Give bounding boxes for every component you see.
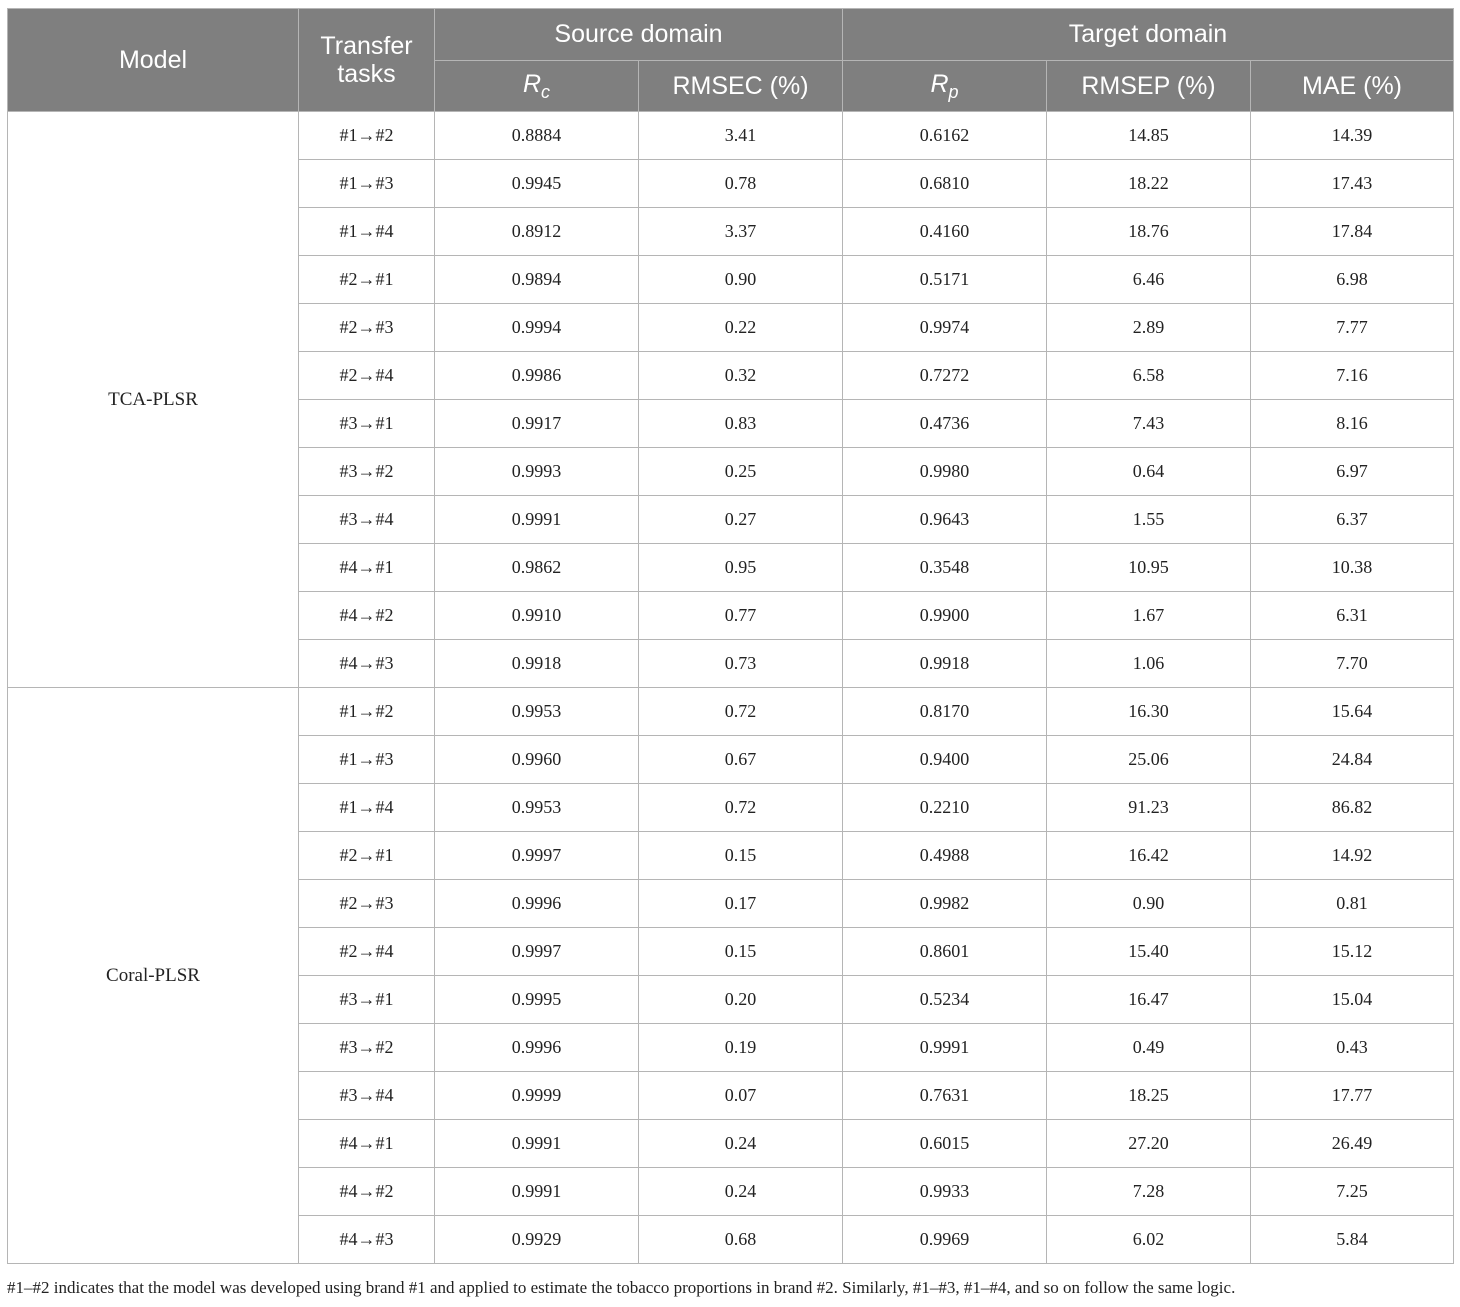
cell-rmsep: 7.43 — [1047, 400, 1251, 448]
cell-rmsep: 1.06 — [1047, 640, 1251, 688]
cell-task: #3→#4 — [299, 496, 435, 544]
cell-rmsep: 16.42 — [1047, 832, 1251, 880]
cell-rc: 0.9996 — [435, 880, 639, 928]
cell-mae: 26.49 — [1251, 1120, 1454, 1168]
cell-rc: 0.9993 — [435, 448, 639, 496]
cell-rp: 0.8601 — [843, 928, 1047, 976]
cell-rp: 0.5171 — [843, 256, 1047, 304]
cell-rmsec: 0.24 — [639, 1168, 843, 1216]
cell-mae: 5.84 — [1251, 1216, 1454, 1264]
cell-rmsec: 0.68 — [639, 1216, 843, 1264]
cell-mae: 15.64 — [1251, 688, 1454, 736]
cell-mae: 7.77 — [1251, 304, 1454, 352]
cell-task: #3→#1 — [299, 400, 435, 448]
cell-task: #2→#1 — [299, 256, 435, 304]
cell-rp: 0.4736 — [843, 400, 1047, 448]
cell-rmsep: 16.30 — [1047, 688, 1251, 736]
cell-mae: 15.04 — [1251, 976, 1454, 1024]
cell-task: #2→#3 — [299, 880, 435, 928]
cell-rmsep: 91.23 — [1047, 784, 1251, 832]
cell-rp: 0.9400 — [843, 736, 1047, 784]
cell-rmsec: 3.41 — [639, 112, 843, 160]
cell-task: #4→#2 — [299, 592, 435, 640]
cell-rp: 0.9982 — [843, 880, 1047, 928]
table-header — [8, 9, 1454, 112]
cell-rp: 0.3548 — [843, 544, 1047, 592]
cell-rmsec: 0.25 — [639, 448, 843, 496]
cell-rmsec: 0.22 — [639, 304, 843, 352]
cell-rmsec: 0.77 — [639, 592, 843, 640]
cell-rmsec: 0.83 — [639, 400, 843, 448]
cell-rc: 0.9999 — [435, 1072, 639, 1120]
cell-task: #2→#1 — [299, 832, 435, 880]
cell-rp: 0.6810 — [843, 160, 1047, 208]
cell-mae: 0.43 — [1251, 1024, 1454, 1072]
cell-mae: 7.70 — [1251, 640, 1454, 688]
cell-mae: 15.12 — [1251, 928, 1454, 976]
header-transfer-tasks — [299, 9, 435, 112]
cell-mae: 86.82 — [1251, 784, 1454, 832]
cell-rc: 0.9894 — [435, 256, 639, 304]
cell-task: #3→#2 — [299, 1024, 435, 1072]
cell-rmsep: 27.20 — [1047, 1120, 1251, 1168]
cell-rp: 0.2210 — [843, 784, 1047, 832]
cell-rc: 0.9991 — [435, 496, 639, 544]
cell-rc: 0.9997 — [435, 928, 639, 976]
cell-rmsep: 6.46 — [1047, 256, 1251, 304]
cell-rc: 0.9918 — [435, 640, 639, 688]
cell-task: #3→#4 — [299, 1072, 435, 1120]
cell-rmsep: 18.22 — [1047, 160, 1251, 208]
cell-rc: 0.9996 — [435, 1024, 639, 1072]
cell-rmsec: 0.15 — [639, 928, 843, 976]
cell-rmsec: 0.95 — [639, 544, 843, 592]
cell-task: #2→#4 — [299, 352, 435, 400]
cell-mae: 7.25 — [1251, 1168, 1454, 1216]
cell-rp: 0.7631 — [843, 1072, 1047, 1120]
cell-mae: 0.81 — [1251, 880, 1454, 928]
cell-mae: 8.16 — [1251, 400, 1454, 448]
header-rp-base: R — [930, 69, 949, 98]
cell-rc: 0.9995 — [435, 976, 639, 1024]
cell-rc: 0.9862 — [435, 544, 639, 592]
cell-rmsep: 14.85 — [1047, 112, 1251, 160]
cell-rp: 0.4160 — [843, 208, 1047, 256]
cell-task: #3→#2 — [299, 448, 435, 496]
cell-rmsec: 0.27 — [639, 496, 843, 544]
cell-rp: 0.9900 — [843, 592, 1047, 640]
cell-task: #2→#3 — [299, 304, 435, 352]
cell-rp: 0.6015 — [843, 1120, 1047, 1168]
cell-rmsec: 0.20 — [639, 976, 843, 1024]
cell-rc: 0.9986 — [435, 352, 639, 400]
cell-task: #1→#3 — [299, 160, 435, 208]
cell-rp: 0.7272 — [843, 352, 1047, 400]
cell-rmsep: 1.67 — [1047, 592, 1251, 640]
cell-rp: 0.9969 — [843, 1216, 1047, 1264]
cell-rp: 0.9974 — [843, 304, 1047, 352]
cell-task: #4→#1 — [299, 544, 435, 592]
cell-rmsec: 0.15 — [639, 832, 843, 880]
cell-rc: 0.9953 — [435, 784, 639, 832]
cell-mae: 6.37 — [1251, 496, 1454, 544]
cell-task: #4→#1 — [299, 1120, 435, 1168]
cell-rc: 0.9960 — [435, 736, 639, 784]
cell-rmsec: 0.78 — [639, 160, 843, 208]
cell-task: #4→#2 — [299, 1168, 435, 1216]
cell-rmsec: 0.72 — [639, 784, 843, 832]
cell-task: #4→#3 — [299, 640, 435, 688]
cell-mae: 17.77 — [1251, 1072, 1454, 1120]
cell-rmsec: 0.67 — [639, 736, 843, 784]
cell-task: #1→#2 — [299, 688, 435, 736]
cell-task: #2→#4 — [299, 928, 435, 976]
cell-rp: 0.9933 — [843, 1168, 1047, 1216]
cell-rc: 0.9991 — [435, 1120, 639, 1168]
cell-rp: 0.4988 — [843, 832, 1047, 880]
cell-rmsep: 0.64 — [1047, 448, 1251, 496]
cell-mae: 14.92 — [1251, 832, 1454, 880]
cell-mae: 6.97 — [1251, 448, 1454, 496]
cell-rmsep: 18.76 — [1047, 208, 1251, 256]
header-rp — [843, 61, 1047, 112]
cell-mae: 17.43 — [1251, 160, 1454, 208]
header-rmsep: RMSEP (%) — [1047, 61, 1251, 112]
cell-rmsep: 0.90 — [1047, 880, 1251, 928]
cell-task: #3→#1 — [299, 976, 435, 1024]
header-transfer-tasks-label: Transfer tasks — [320, 32, 413, 88]
cell-mae: 10.38 — [1251, 544, 1454, 592]
cell-rmsep: 7.28 — [1047, 1168, 1251, 1216]
cell-rmsec: 0.90 — [639, 256, 843, 304]
cell-mae: 7.16 — [1251, 352, 1454, 400]
cell-rmsec: 0.32 — [639, 352, 843, 400]
header-mae: MAE (%) — [1251, 61, 1454, 112]
cell-rmsep: 10.95 — [1047, 544, 1251, 592]
table-body — [8, 112, 1454, 1264]
table-footnote: #1–#2 indicates that the model was developed using brand #1 and applied to estimate the tobacco proportions in brand #2. Similarly, #1–#3, #1–#4, and so on follow the same logic. — [7, 1278, 1236, 1297]
cell-rp: 0.9980 — [843, 448, 1047, 496]
cell-task: #1→#4 — [299, 208, 435, 256]
cell-rc: 0.9953 — [435, 688, 639, 736]
header-rc — [435, 61, 639, 112]
cell-rc: 0.9991 — [435, 1168, 639, 1216]
header-source-domain: Source domain — [435, 9, 843, 61]
cell-task: #1→#4 — [299, 784, 435, 832]
cell-rmsec: 0.73 — [639, 640, 843, 688]
cell-rmsep: 0.49 — [1047, 1024, 1251, 1072]
cell-rp: 0.6162 — [843, 112, 1047, 160]
results-table — [7, 8, 1454, 1264]
cell-rmsec: 3.37 — [639, 208, 843, 256]
cell-rmsep: 6.02 — [1047, 1216, 1251, 1264]
cell-task: #1→#2 — [299, 112, 435, 160]
cell-rp: 0.9918 — [843, 640, 1047, 688]
header-rc-sub: c — [541, 81, 551, 102]
table-row — [8, 688, 1454, 736]
cell-rc: 0.9929 — [435, 1216, 639, 1264]
header-target-domain: Target domain — [843, 9, 1454, 61]
cell-rmsec: 0.72 — [639, 688, 843, 736]
cell-mae: 6.31 — [1251, 592, 1454, 640]
model-name-cell: Coral-PLSR — [8, 688, 299, 1264]
cell-rp: 0.9643 — [843, 496, 1047, 544]
cell-rmsec: 0.17 — [639, 880, 843, 928]
table-row — [8, 112, 1454, 160]
cell-rmsep: 15.40 — [1047, 928, 1251, 976]
header-model: Model — [8, 9, 299, 112]
cell-rmsep: 1.55 — [1047, 496, 1251, 544]
cell-rc: 0.9910 — [435, 592, 639, 640]
cell-mae: 17.84 — [1251, 208, 1454, 256]
cell-rc: 0.8912 — [435, 208, 639, 256]
cell-mae: 14.39 — [1251, 112, 1454, 160]
cell-rp: 0.5234 — [843, 976, 1047, 1024]
cell-rmsec: 0.07 — [639, 1072, 843, 1120]
header-rp-sub: p — [948, 81, 959, 102]
cell-rmsep: 6.58 — [1047, 352, 1251, 400]
cell-task: #1→#3 — [299, 736, 435, 784]
cell-mae: 6.98 — [1251, 256, 1454, 304]
cell-rmsep: 2.89 — [1047, 304, 1251, 352]
cell-rmsec: 0.24 — [639, 1120, 843, 1168]
cell-rp: 0.8170 — [843, 688, 1047, 736]
cell-rc: 0.8884 — [435, 112, 639, 160]
cell-mae: 24.84 — [1251, 736, 1454, 784]
cell-rmsec: 0.19 — [639, 1024, 843, 1072]
cell-rc: 0.9917 — [435, 400, 639, 448]
cell-rp: 0.9991 — [843, 1024, 1047, 1072]
cell-rc: 0.9994 — [435, 304, 639, 352]
cell-rc: 0.9997 — [435, 832, 639, 880]
model-name-cell: TCA-PLSR — [8, 112, 299, 688]
cell-rmsep: 25.06 — [1047, 736, 1251, 784]
header-rmsec: RMSEC (%) — [639, 61, 843, 112]
cell-rmsep: 16.47 — [1047, 976, 1251, 1024]
cell-task: #4→#3 — [299, 1216, 435, 1264]
header-rc-base: R — [522, 69, 542, 98]
cell-rc: 0.9945 — [435, 160, 639, 208]
cell-rmsep: 18.25 — [1047, 1072, 1251, 1120]
